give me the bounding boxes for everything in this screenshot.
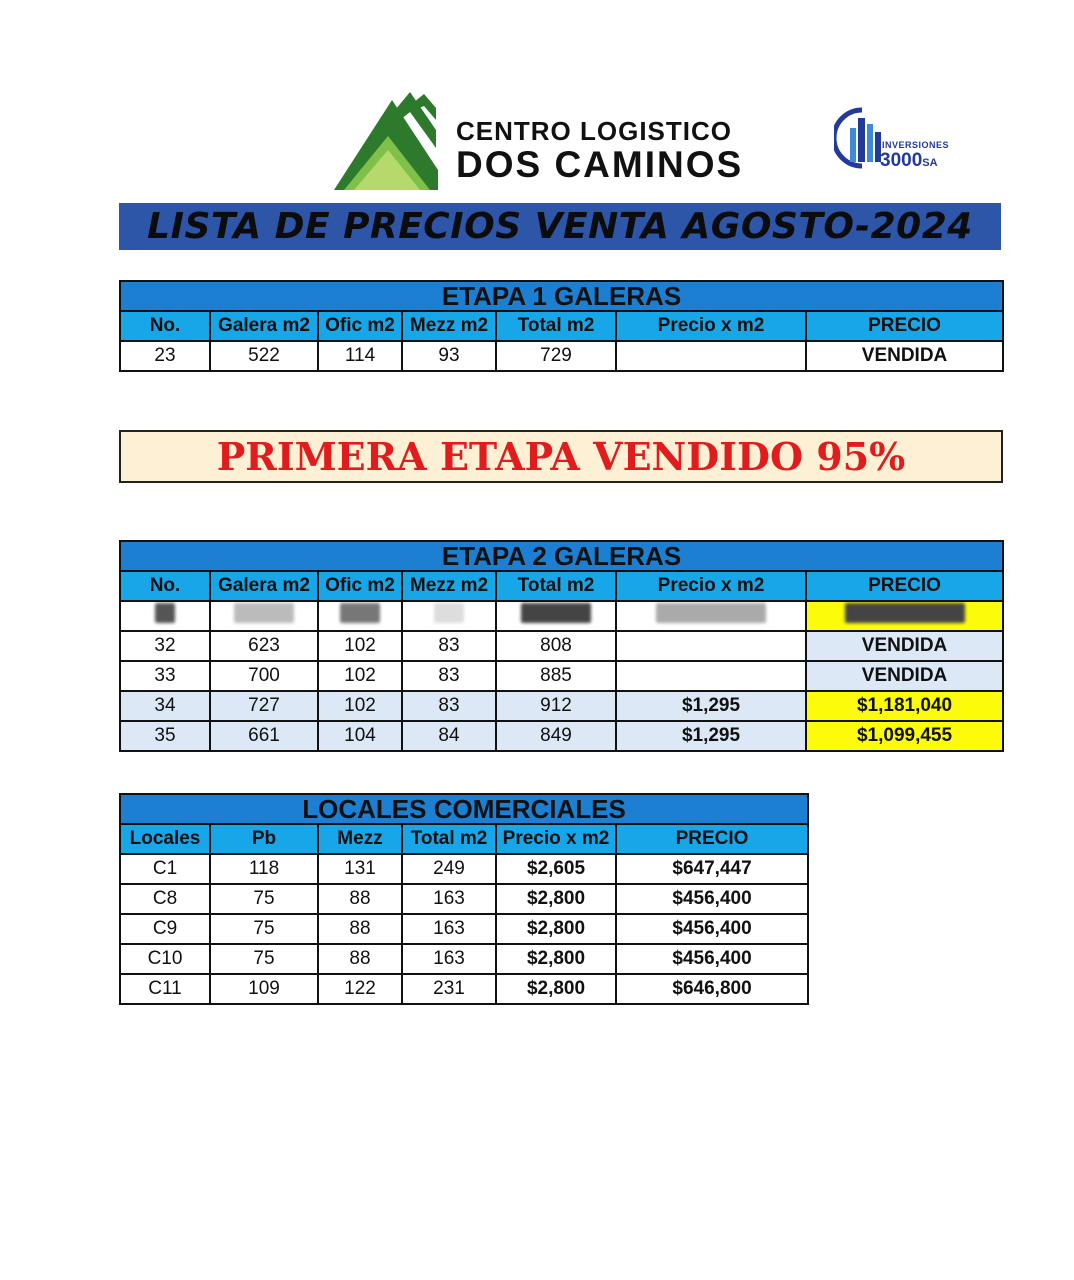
cell-precio-m2: $2,605 [496, 854, 616, 884]
header-precio-m2: Precio x m2 [616, 311, 806, 341]
cell-no: 33 [120, 661, 210, 691]
header-ofic: Ofic m2 [318, 571, 402, 601]
table-row [120, 974, 808, 1004]
header-no: No. [120, 311, 210, 341]
cell-local: C9 [120, 914, 210, 944]
cell-precio: $646,800 [616, 974, 808, 1004]
mountain-logo-icon [332, 90, 440, 198]
redacted-row [120, 601, 1003, 631]
cell-total: 729 [496, 341, 616, 371]
sold-banner [119, 430, 1003, 483]
etapa1-table [119, 280, 1004, 372]
cell-mezz: 83 [402, 691, 496, 721]
table-row [120, 661, 1003, 691]
table-row [120, 691, 1003, 721]
logo-text [456, 118, 743, 183]
cell-no: 32 [120, 631, 210, 661]
cell-precio: $456,400 [616, 944, 808, 974]
cell-precio-m2: $2,800 [496, 974, 616, 1004]
redacted-cell [806, 601, 1003, 631]
table-row [120, 721, 1003, 751]
header-mezz: Mezz m2 [402, 311, 496, 341]
redacted-cell [120, 601, 210, 631]
cell-precio: $456,400 [616, 884, 808, 914]
header-precio-m2: Precio x m2 [496, 824, 616, 854]
table-row [120, 944, 808, 974]
cell-mezz: 88 [318, 944, 402, 974]
cell-precio: VENDIDA [806, 341, 1003, 371]
cell-local: C8 [120, 884, 210, 914]
cell-ofic: 102 [318, 661, 402, 691]
cell-pb: 75 [210, 944, 318, 974]
cell-total: 849 [496, 721, 616, 751]
redacted-cell [210, 601, 318, 631]
cell-no: 23 [120, 341, 210, 371]
header-precio: PRECIO [806, 311, 1003, 341]
cell-local: C1 [120, 854, 210, 884]
header-ofic: Ofic m2 [318, 311, 402, 341]
header-galera: Galera m2 [210, 571, 318, 601]
cell-local: C11 [120, 974, 210, 1004]
redacted-cell [402, 601, 496, 631]
header-precio: PRECIO [806, 571, 1003, 601]
cell-precio: VENDIDA [806, 661, 1003, 691]
cell-mezz: 88 [318, 914, 402, 944]
cell-precio-m2 [616, 631, 806, 661]
etapa2-caption: ETAPA 2 GALERAS [120, 541, 1003, 571]
cell-mezz: 131 [318, 854, 402, 884]
title-bar [119, 203, 1001, 250]
cell-ofic: 102 [318, 631, 402, 661]
cell-precio: $647,447 [616, 854, 808, 884]
cell-precio: VENDIDA [806, 631, 1003, 661]
logo-line2: DOS CAMINOS [456, 144, 744, 185]
header-no: No. [120, 571, 210, 601]
header-total: Total m2 [402, 824, 496, 854]
cell-pb: 75 [210, 884, 318, 914]
cell-mezz: 93 [402, 341, 496, 371]
header-pb: Pb [210, 824, 318, 854]
cell-galera: 522 [210, 341, 318, 371]
cell-galera: 661 [210, 721, 318, 751]
cell-total: 163 [402, 884, 496, 914]
cell-mezz: 122 [318, 974, 402, 1004]
etapa2-table [119, 540, 1004, 752]
cell-total: 231 [402, 974, 496, 1004]
etapa1-caption: ETAPA 1 GALERAS [120, 281, 1003, 311]
redacted-cell [616, 601, 806, 631]
table-row [120, 631, 1003, 661]
table-row [120, 884, 808, 914]
header-total: Total m2 [496, 311, 616, 341]
cell-local: C10 [120, 944, 210, 974]
header-galera: Galera m2 [210, 311, 318, 341]
cell-precio-m2 [616, 661, 806, 691]
cell-precio-m2: $1,295 [616, 691, 806, 721]
cell-precio-m2: $1,295 [616, 721, 806, 751]
inversiones-label: INVERSIONES [882, 140, 950, 150]
cell-total: 885 [496, 661, 616, 691]
cell-precio: $1,099,455 [806, 721, 1003, 751]
cell-pb: 118 [210, 854, 318, 884]
table-row [120, 854, 808, 884]
cell-precio-m2: $2,800 [496, 884, 616, 914]
cell-total: 163 [402, 914, 496, 944]
cell-pb: 75 [210, 914, 318, 944]
table-row [120, 341, 1003, 371]
centro-logistico-logo [332, 90, 802, 198]
header-total: Total m2 [496, 571, 616, 601]
cell-precio: $456,400 [616, 914, 808, 944]
cell-precio: $1,181,040 [806, 691, 1003, 721]
cell-galera: 700 [210, 661, 318, 691]
banner-text: PRIMERA ETAPA VENDIDO 95% [216, 434, 906, 479]
header-mezz: Mezz [318, 824, 402, 854]
cell-total: 912 [496, 691, 616, 721]
cell-ofic: 102 [318, 691, 402, 721]
locales-caption: LOCALES COMERCIALES [120, 794, 808, 824]
inversiones-sa: SA [922, 157, 938, 169]
cell-total: 163 [402, 944, 496, 974]
header-precio-m2: Precio x m2 [616, 571, 806, 601]
cell-total: 808 [496, 631, 616, 661]
cell-total: 249 [402, 854, 496, 884]
cell-precio-m2: $2,800 [496, 914, 616, 944]
inversiones-logo [834, 104, 994, 174]
cell-galera: 727 [210, 691, 318, 721]
cell-no: 34 [120, 691, 210, 721]
cell-ofic: 104 [318, 721, 402, 751]
inversiones-3000: 3000 [880, 150, 923, 171]
cell-mezz: 88 [318, 884, 402, 914]
cell-pb: 109 [210, 974, 318, 1004]
cell-mezz: 83 [402, 661, 496, 691]
page-title: LISTA DE PRECIOS VENTA AGOSTO-2024 [147, 206, 973, 247]
cell-mezz: 84 [402, 721, 496, 751]
cell-precio-m2: $2,800 [496, 944, 616, 974]
cell-mezz: 83 [402, 631, 496, 661]
table-row [120, 914, 808, 944]
cell-no: 35 [120, 721, 210, 751]
cell-galera: 623 [210, 631, 318, 661]
header-locales: Locales [120, 824, 210, 854]
header-mezz: Mezz m2 [402, 571, 496, 601]
logo-line1: CENTRO LOGISTICO [456, 116, 732, 146]
redacted-cell [496, 601, 616, 631]
header-precio: PRECIO [616, 824, 808, 854]
locales-table [119, 793, 809, 1005]
redacted-cell [318, 601, 402, 631]
cell-ofic: 114 [318, 341, 402, 371]
cell-precio-m2 [616, 341, 806, 371]
inversiones-number [880, 150, 938, 172]
